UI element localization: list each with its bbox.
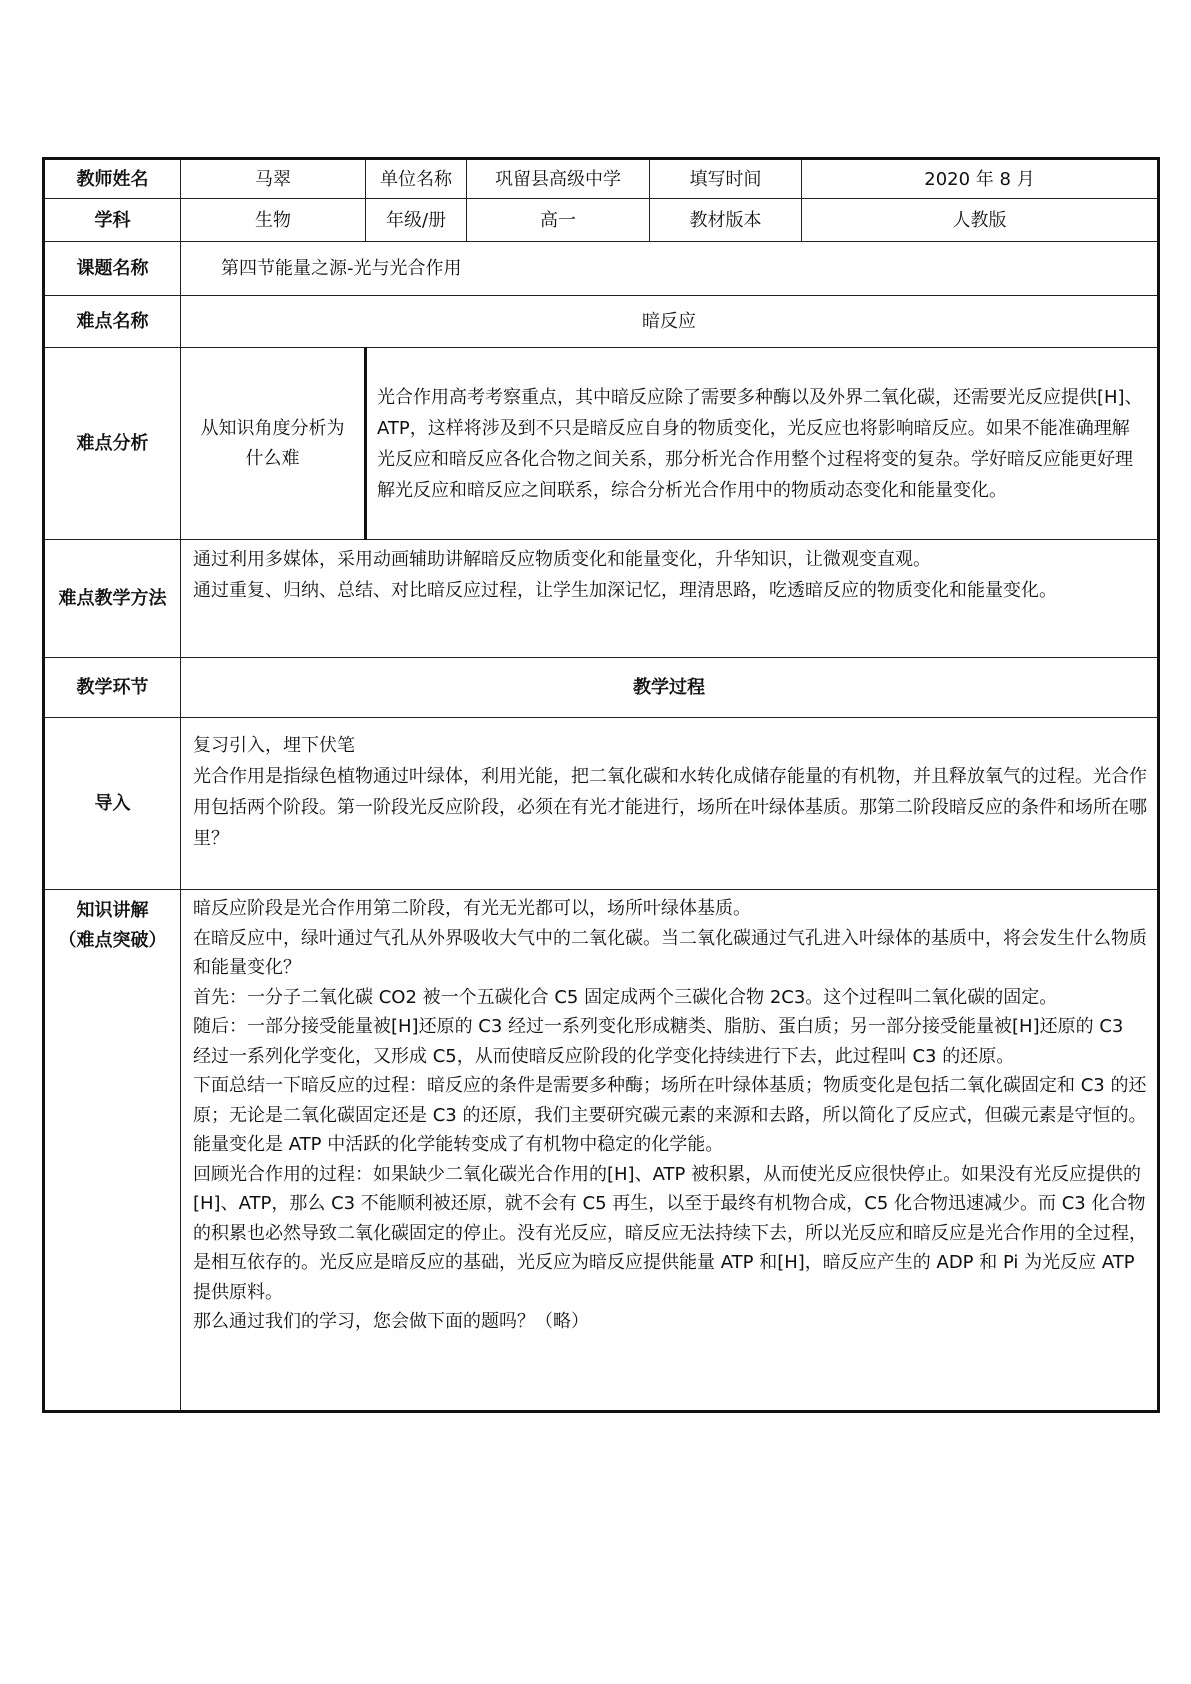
- topic-value: 第四节能量之源-光与光合作用: [181, 242, 1159, 296]
- analysis-row: [44, 348, 1159, 540]
- process-header-row: [44, 658, 1159, 718]
- subject-label: 学科: [44, 199, 181, 242]
- analysis-sub-label: 从知识角度分析为什么难: [181, 348, 366, 540]
- unit-value: 巩留县高级中学: [467, 159, 650, 199]
- intro-label: 导入: [44, 718, 181, 890]
- knowledge-label: [44, 890, 181, 1412]
- intro-row: [44, 718, 1159, 890]
- difficulty-value: 暗反应: [181, 296, 1159, 348]
- knowledge-row: [44, 890, 1159, 1412]
- topic-row: [44, 242, 1159, 296]
- edition-label: 教材版本: [650, 199, 802, 242]
- header-row-1: [44, 159, 1159, 199]
- analysis-text: 光合作用高考考察重点，其中暗反应除了需要多种酶以及外界二氧化碳，还需要光反应提供[H]、ATP，这样将涉及到不只是暗反应自身的物质变化，光反应也将影响暗反应。如果不能准确理解光反应和暗反应各化合物之间关系，那分析光合作用整个过程将变的复杂。学好暗反应能更好理解光反应和暗反应之间联系，综合分析光合作用中的物质动态变化和能量变化。: [366, 348, 1159, 540]
- method-line: 通过利用多媒体，采用动画辅助讲解暗反应物质变化和能量变化，升华知识，让微观变直观。: [193, 549, 931, 570]
- knowledge-line: 在暗反应中，绿叶通过气孔从外界吸收大气中的二氧化碳。当二氧化碳通过气孔进入叶绿体的基质中，将会发生什么物质和能量变化？: [193, 927, 1147, 978]
- knowledge-line: 下面总结一下暗反应的过程：暗反应的条件是需要多种酶；场所在叶绿体基质；物质变化是包括二氧化碳固定和 C3 的还原；无论是二氧化碳固定还是 C3 的还原，我们主要研究碳元素的来源和去路，所以简化了反应式，但碳元素是守恒的。: [193, 1075, 1147, 1126]
- knowledge-line: 能量变化是 ATP 中活跃的化学能转变成了有机物中稳定的化学能。: [193, 1134, 724, 1155]
- knowledge-label-line1: 知识讲解: [76, 900, 149, 921]
- lesson-plan-table: [42, 157, 1160, 1413]
- difficulty-row: [44, 296, 1159, 348]
- intro-text: [181, 718, 1159, 890]
- header-row-2: [44, 199, 1159, 242]
- unit-label: 单位名称: [366, 159, 467, 199]
- knowledge-line: 首先：一分子二氧化碳 CO2 被一个五碳化合 C5 固定成两个三碳化合物 2C3。这个过程叫二氧化碳的固定。: [193, 986, 1058, 1008]
- edition-value: 人教版: [802, 199, 1159, 242]
- intro-line: 复习引入，埋下伏笔: [193, 735, 355, 756]
- difficulty-label: 难点名称: [44, 296, 181, 348]
- knowledge-line: 回顾光合作用的过程：如果缺少二氧化碳光合作用的[H]、ATP 被积累，从而使光反应很快停止。如果没有光反应提供的[H]、ATP，那么 C3 不能顺利被还原，就不会有 C5 再生，以至于最终有机物合成，C5 化合物迅速减少。而 C3 化合物的积累也必然导致二氧化碳固定的停止。没有光反应，暗反应无法持续下去，所以光反应和暗反应是光合作用的全过程，是相互依存的。光反应是暗反应的基础，光反应为暗反应提供能量 ATP 和[H]，暗反应产生的 ADP 和 Pi 为光反应 ATP 提供原料。: [193, 1163, 1147, 1303]
- process-title: 教学过程: [181, 658, 1159, 718]
- knowledge-line: 那么通过我们的学习，您会做下面的题吗？（略）: [193, 1311, 589, 1332]
- teacher-value: 马翠: [181, 159, 366, 199]
- grade-label: 年级/册: [366, 199, 467, 242]
- knowledge-label-line2: （难点突破）: [58, 930, 167, 951]
- grade-value: 高一: [467, 199, 650, 242]
- method-line: 通过重复、归纳、总结、对比暗反应过程，让学生加深记忆，理清思路，吃透暗反应的物质变化和能量变化。: [193, 580, 1057, 601]
- subject-value: 生物: [181, 199, 366, 242]
- method-row: [44, 540, 1159, 658]
- topic-label: 课题名称: [44, 242, 181, 296]
- teacher-label: 教师姓名: [44, 159, 181, 199]
- method-label: 难点教学方法: [44, 540, 181, 658]
- knowledge-line: 随后：一部分接受能量被[H]还原的 C3 经过一系列变化形成糖类、脂肪、蛋白质；另一部分接受能量被[H]还原的 C3 经过一系列化学变化，又形成 C5，从而使暗反应阶段的化学变化持续进行下去，此过程叫 C3 的还原。: [193, 1016, 1124, 1067]
- method-text: [181, 540, 1159, 658]
- date-label: 填写时间: [650, 159, 802, 199]
- knowledge-text: [181, 890, 1159, 1412]
- date-value: 2020 年 8 月: [802, 159, 1159, 199]
- process-stage-label: 教学环节: [44, 658, 181, 718]
- knowledge-line: 暗反应阶段是光合作用第二阶段，有光无光都可以，场所叶绿体基质。: [193, 898, 751, 919]
- analysis-label: 难点分析: [44, 348, 181, 540]
- intro-line: 光合作用是指绿色植物通过叶绿体，利用光能，把二氧化碳和水转化成储存能量的有机物，并且释放氧气的过程。光合作用包括两个阶段。第一阶段光反应阶段，必须在有光才能进行，场所在叶绿体基质。那第二阶段暗反应的条件和场所在哪里？: [193, 766, 1147, 849]
